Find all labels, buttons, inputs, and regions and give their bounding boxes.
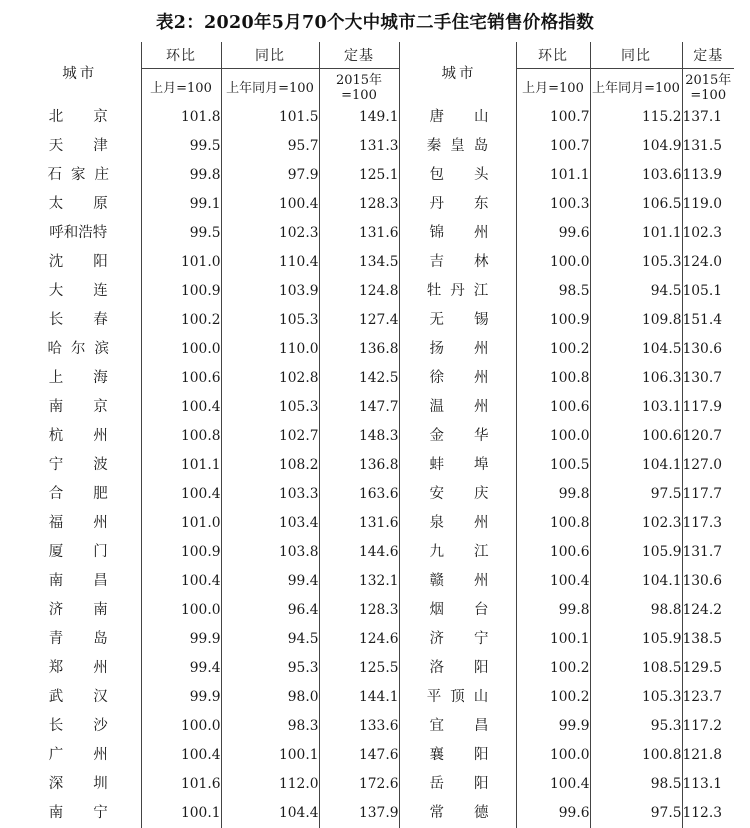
value-fixed-left: 147.7 [319,393,399,422]
value-yoy-left: 98.0 [221,683,319,712]
value-yoy-right: 100.8 [590,741,682,770]
value-fixed-right: 131.5 [682,132,734,161]
value-yoy-right: 104.1 [590,567,682,596]
value-mom-left: 100.0 [141,712,221,741]
value-mom-left: 100.0 [141,335,221,364]
city-name-left: 南昌 [16,567,141,596]
value-fixed-right: 124.2 [682,596,734,625]
city-name-right: 扬州 [399,335,516,364]
value-mom-left: 99.5 [141,132,221,161]
city-name-right: 宜昌 [399,712,516,741]
value-fixed-left: 149.1 [319,103,399,132]
value-fixed-right: 117.3 [682,509,734,538]
city-name-right: 济宁 [399,625,516,654]
value-fixed-right: 117.2 [682,712,734,741]
value-mom-left: 101.0 [141,509,221,538]
value-yoy-left: 108.2 [221,451,319,480]
value-yoy-right: 103.1 [590,393,682,422]
header-basis-yoy-right: 上年同月=100 [590,69,682,104]
value-mom-right: 100.4 [516,567,590,596]
value-yoy-left: 102.3 [221,219,319,248]
city-name-right: 蚌埠 [399,451,516,480]
table-row [16,393,734,422]
value-fixed-left: 124.8 [319,277,399,306]
value-yoy-right: 115.2 [590,103,682,132]
city-name-left: 合肥 [16,480,141,509]
value-yoy-right: 105.3 [590,683,682,712]
value-fixed-right: 130.7 [682,364,734,393]
header-basis-fixed-right: 2015年=100 [682,69,734,104]
city-name-right: 牡丹江 [399,277,516,306]
table-row [16,567,734,596]
city-name-left: 郑州 [16,654,141,683]
city-name-right: 赣州 [399,567,516,596]
city-name-left: 福州 [16,509,141,538]
value-fixed-left: 163.6 [319,480,399,509]
table-row [16,451,734,480]
value-mom-right: 99.9 [516,712,590,741]
value-fixed-right: 102.3 [682,219,734,248]
city-name-right: 平顶山 [399,683,516,712]
value-yoy-left: 105.3 [221,393,319,422]
table-row [16,132,734,161]
value-mom-left: 100.1 [141,799,221,828]
value-mom-right: 101.1 [516,161,590,190]
city-name-left: 天津 [16,132,141,161]
table-row [16,306,734,335]
city-name-left: 济南 [16,596,141,625]
value-fixed-left: 132.1 [319,567,399,596]
value-mom-left: 100.9 [141,277,221,306]
value-fixed-right: 151.4 [682,306,734,335]
value-fixed-left: 131.6 [319,509,399,538]
header-group-yoy-right: 同比 [590,42,682,69]
value-mom-right: 100.2 [516,335,590,364]
header-basis-mom-right: 上月=100 [516,69,590,104]
city-name-left: 南宁 [16,799,141,828]
value-fixed-left: 172.6 [319,770,399,799]
table-row [16,190,734,219]
value-fixed-right: 121.8 [682,741,734,770]
value-mom-left: 100.4 [141,480,221,509]
table-row [16,422,734,451]
table-row [16,161,734,190]
value-yoy-right: 105.9 [590,625,682,654]
table-row [16,625,734,654]
value-yoy-left: 97.9 [221,161,319,190]
value-mom-left: 99.8 [141,161,221,190]
city-name-left: 厦门 [16,538,141,567]
table-row [16,683,734,712]
city-name-right: 洛阳 [399,654,516,683]
value-yoy-right: 105.3 [590,248,682,277]
value-fixed-right: 123.7 [682,683,734,712]
city-name-right: 温州 [399,393,516,422]
city-name-left: 深圳 [16,770,141,799]
value-yoy-left: 103.3 [221,480,319,509]
value-yoy-left: 103.8 [221,538,319,567]
value-fixed-left: 144.6 [319,538,399,567]
value-yoy-right: 95.3 [590,712,682,741]
header-basis-yoy-left: 上年同月=100 [221,69,319,104]
city-name-right: 安庆 [399,480,516,509]
value-fixed-left: 127.4 [319,306,399,335]
value-fixed-left: 125.5 [319,654,399,683]
value-yoy-left: 98.3 [221,712,319,741]
city-name-left: 广州 [16,741,141,770]
value-mom-right: 100.0 [516,422,590,451]
table-row [16,335,734,364]
value-mom-right: 100.0 [516,741,590,770]
value-yoy-left: 110.0 [221,335,319,364]
value-yoy-left: 99.4 [221,567,319,596]
value-mom-right: 100.1 [516,625,590,654]
table-row [16,712,734,741]
city-name-left: 武汉 [16,683,141,712]
value-fixed-left: 136.8 [319,335,399,364]
value-mom-left: 101.8 [141,103,221,132]
value-mom-right: 99.8 [516,596,590,625]
value-yoy-left: 102.7 [221,422,319,451]
value-mom-left: 100.8 [141,422,221,451]
value-mom-right: 100.0 [516,248,590,277]
value-fixed-right: 130.6 [682,567,734,596]
value-fixed-left: 144.1 [319,683,399,712]
header-group-mom-right: 环比 [516,42,590,69]
city-name-left: 杭州 [16,422,141,451]
value-yoy-left: 102.8 [221,364,319,393]
value-mom-left: 99.9 [141,683,221,712]
value-yoy-right: 109.8 [590,306,682,335]
value-fixed-right: 113.1 [682,770,734,799]
value-fixed-left: 128.3 [319,190,399,219]
value-mom-right: 100.7 [516,103,590,132]
header-group-fixed-right: 定基 [682,42,734,69]
value-yoy-right: 104.1 [590,451,682,480]
city-name-left: 呼和浩特 [16,219,141,248]
value-mom-left: 99.4 [141,654,221,683]
value-mom-right: 100.2 [516,654,590,683]
value-mom-right: 100.2 [516,683,590,712]
city-name-right: 秦皇岛 [399,132,516,161]
value-mom-right: 100.6 [516,393,590,422]
city-name-right: 包头 [399,161,516,190]
table-row [16,770,734,799]
value-fixed-left: 131.6 [319,219,399,248]
city-name-right: 锦州 [399,219,516,248]
city-name-right: 无锡 [399,306,516,335]
value-yoy-left: 110.4 [221,248,319,277]
table-row [16,538,734,567]
header-group-fixed-left: 定基 [319,42,399,69]
value-mom-left: 100.0 [141,596,221,625]
value-fixed-left: 125.1 [319,161,399,190]
page-title: 表2：2020年5月70个大中城市二手住宅销售价格指数 [155,12,594,33]
city-name-right: 吉林 [399,248,516,277]
value-mom-right: 100.7 [516,132,590,161]
city-name-left: 长沙 [16,712,141,741]
value-mom-right: 100.6 [516,538,590,567]
value-mom-right: 100.8 [516,509,590,538]
value-fixed-left: 131.3 [319,132,399,161]
header-group-yoy-left: 同比 [221,42,319,69]
value-fixed-left: 148.3 [319,422,399,451]
value-mom-right: 98.5 [516,277,590,306]
city-name-left: 太原 [16,190,141,219]
value-yoy-left: 95.3 [221,654,319,683]
header-basis-fixed-left: 2015年=100 [319,69,399,104]
value-yoy-right: 98.5 [590,770,682,799]
table-body [16,103,734,828]
value-mom-left: 99.1 [141,190,221,219]
value-yoy-left: 100.1 [221,741,319,770]
value-fixed-left: 133.6 [319,712,399,741]
value-fixed-right: 124.0 [682,248,734,277]
value-yoy-left: 96.4 [221,596,319,625]
city-name-right: 金华 [399,422,516,451]
city-name-left: 哈尔滨 [16,335,141,364]
city-name-left: 宁波 [16,451,141,480]
value-mom-left: 99.9 [141,625,221,654]
value-yoy-left: 103.4 [221,509,319,538]
city-name-right: 烟台 [399,596,516,625]
value-mom-right: 100.5 [516,451,590,480]
value-fixed-right: 130.6 [682,335,734,364]
value-fixed-right: 119.0 [682,190,734,219]
table-row [16,799,734,828]
title-area [0,0,750,42]
value-yoy-right: 105.9 [590,538,682,567]
value-fixed-right: 138.5 [682,625,734,654]
header-group-mom-left: 环比 [141,42,221,69]
city-name-left: 石家庄 [16,161,141,190]
value-fixed-right: 131.7 [682,538,734,567]
value-fixed-right: 137.1 [682,103,734,132]
value-yoy-left: 94.5 [221,625,319,654]
value-yoy-right: 97.5 [590,799,682,828]
value-yoy-left: 112.0 [221,770,319,799]
table-row [16,596,734,625]
city-name-left: 大连 [16,277,141,306]
header-city-left: 城市 [16,42,141,103]
city-name-right: 泉州 [399,509,516,538]
city-name-right: 襄阳 [399,741,516,770]
value-mom-left: 101.1 [141,451,221,480]
value-fixed-right: 112.3 [682,799,734,828]
value-yoy-right: 103.6 [590,161,682,190]
table-row [16,103,734,132]
header-city-right: 城市 [399,42,516,103]
value-yoy-right: 108.5 [590,654,682,683]
value-yoy-right: 98.8 [590,596,682,625]
city-name-right: 九江 [399,538,516,567]
value-yoy-left: 101.5 [221,103,319,132]
value-mom-right: 99.6 [516,219,590,248]
value-yoy-left: 100.4 [221,190,319,219]
value-mom-left: 101.6 [141,770,221,799]
value-yoy-left: 95.7 [221,132,319,161]
value-fixed-left: 136.8 [319,451,399,480]
value-mom-right: 100.8 [516,364,590,393]
value-mom-right: 99.8 [516,480,590,509]
table-row [16,219,734,248]
value-mom-left: 101.0 [141,248,221,277]
city-name-left: 沈阳 [16,248,141,277]
header-basis-mom-left: 上月=100 [141,69,221,104]
value-yoy-right: 104.9 [590,132,682,161]
value-fixed-left: 137.9 [319,799,399,828]
value-mom-left: 100.4 [141,393,221,422]
value-yoy-left: 103.9 [221,277,319,306]
value-fixed-right: 117.9 [682,393,734,422]
value-fixed-left: 124.6 [319,625,399,654]
city-name-left: 南京 [16,393,141,422]
table-header [16,42,734,103]
city-name-left: 长春 [16,306,141,335]
value-yoy-right: 97.5 [590,480,682,509]
city-name-left: 北京 [16,103,141,132]
value-mom-left: 99.5 [141,219,221,248]
value-mom-right: 100.3 [516,190,590,219]
value-yoy-right: 102.3 [590,509,682,538]
value-fixed-left: 147.6 [319,741,399,770]
city-name-right: 岳阳 [399,770,516,799]
value-mom-right: 99.6 [516,799,590,828]
value-fixed-right: 120.7 [682,422,734,451]
value-fixed-right: 127.0 [682,451,734,480]
value-fixed-left: 142.5 [319,364,399,393]
table-row [16,509,734,538]
value-mom-left: 100.2 [141,306,221,335]
value-fixed-left: 134.5 [319,248,399,277]
table-row [16,277,734,306]
value-yoy-left: 105.3 [221,306,319,335]
value-mom-left: 100.9 [141,538,221,567]
value-fixed-right: 129.5 [682,654,734,683]
value-mom-left: 100.6 [141,364,221,393]
price-index-table [16,42,734,828]
header-row-group [16,42,734,69]
table-row [16,364,734,393]
value-yoy-right: 106.3 [590,364,682,393]
value-fixed-left: 128.3 [319,596,399,625]
value-yoy-right: 100.6 [590,422,682,451]
value-mom-left: 100.4 [141,567,221,596]
table-area [0,42,750,828]
city-name-left: 上海 [16,364,141,393]
value-yoy-right: 101.1 [590,219,682,248]
value-fixed-right: 113.9 [682,161,734,190]
value-yoy-right: 106.5 [590,190,682,219]
value-fixed-right: 105.1 [682,277,734,306]
value-mom-right: 100.9 [516,306,590,335]
city-name-right: 常德 [399,799,516,828]
table-row [16,248,734,277]
value-yoy-right: 104.5 [590,335,682,364]
city-name-right: 丹东 [399,190,516,219]
value-fixed-right: 117.7 [682,480,734,509]
city-name-left: 青岛 [16,625,141,654]
city-name-right: 唐山 [399,103,516,132]
value-mom-left: 100.4 [141,741,221,770]
table-row [16,654,734,683]
table-row [16,741,734,770]
city-name-right: 徐州 [399,364,516,393]
value-yoy-left: 104.4 [221,799,319,828]
value-yoy-right: 94.5 [590,277,682,306]
table-row [16,480,734,509]
value-mom-right: 100.4 [516,770,590,799]
